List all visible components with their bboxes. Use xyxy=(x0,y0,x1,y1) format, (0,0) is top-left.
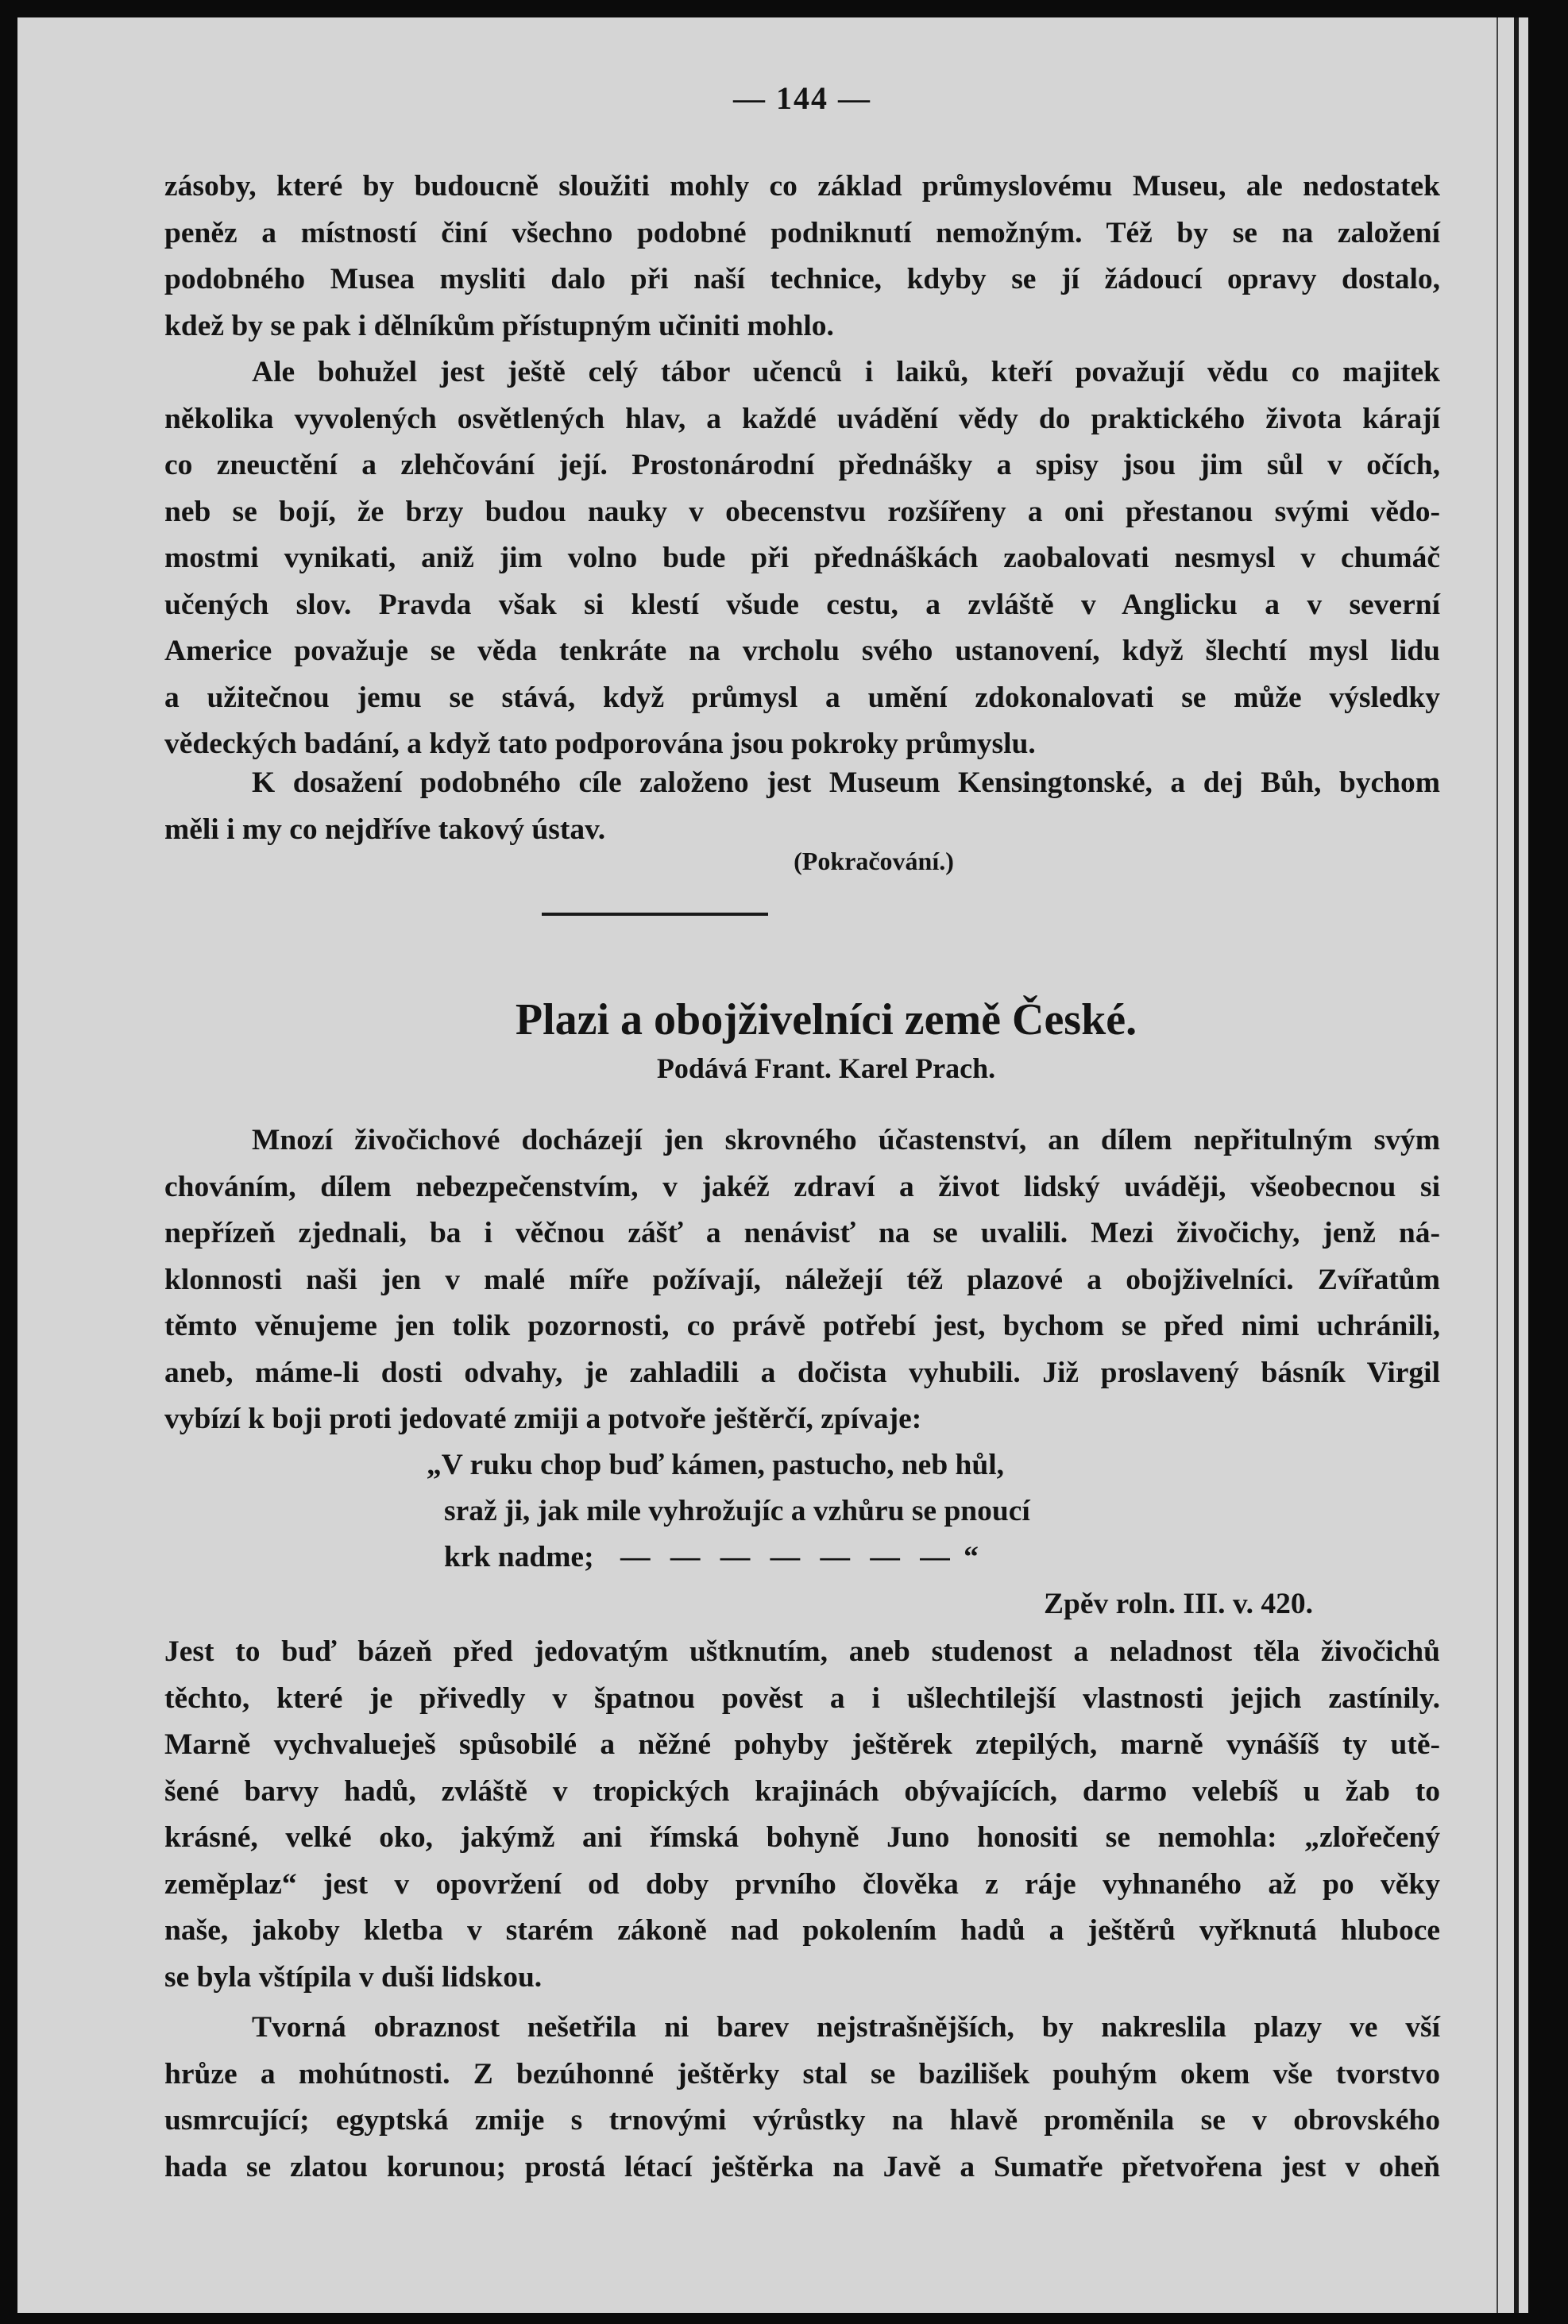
text-line: měli i my co nejdříve takový ústav. xyxy=(164,813,606,846)
article-title: Plazi a obojživelníci země České. xyxy=(515,995,1137,1044)
page-edge-line xyxy=(1497,17,1498,2313)
text-line: Marně vychvalueješ spůsobilé a něžné pohyby ještěrek ztepilých, marně vynášíš ty utě- xyxy=(164,1728,1440,1761)
text-line: hada se zlatou korunou; prostá létací ještěrka na Javě a Sumatře přetvořena jest v oheň xyxy=(164,2150,1440,2183)
text-line: hrůze a mohútnosti. Z bezúhonné ještěrky stal se bazilišek pouhým okem vše tvorstvo xyxy=(164,2057,1440,2090)
text-line: Mnozí živočichové docházejí jen skrovného účastenství, an dílem nepřitulným svým xyxy=(252,1124,1440,1156)
text-line: usmrcující; egyptská zmije s trnovými výrůstky na hlavě proměnila se v obrovského xyxy=(164,2104,1440,2137)
text-line: vědeckých badání, a když tato podporována jsou pokroky průmyslu. xyxy=(164,728,1036,760)
text-line: co zneuctění a zlehčování její. Prostonárodní přednášky a spisy jsou jim sůl v očích, xyxy=(164,449,1440,481)
text-line: aneb, máme-li dosti odvahy, je zahladili a dočista vyhubili. Již proslavený básník Virgil xyxy=(164,1356,1440,1389)
text-line: Tvorná obraznost nešetřila ni barev nejstrašnějších, by nakreslila plazy ve vší xyxy=(252,2011,1440,2044)
text-line: šené barvy hadů, zvláště v tropických krajinách obývajících, darmo velebíš u žab to xyxy=(164,1774,1440,1808)
text-line: Americe považuje se věda tenkráte na vrcholu svého ustanovení, když šlechtí mysl lidu xyxy=(164,635,1440,667)
verse-line-2: sraž ji, jak mile vyhrožujíc a vzhůru se pnoucí xyxy=(444,1495,1030,1527)
text-line: kdež by se pak i dělníkům přístupným učiniti mohlo. xyxy=(164,309,834,342)
book-page xyxy=(17,17,1528,2313)
text-line: peněz a místností činí všechno podobné podniknutí nemožným. Též by se na založení xyxy=(164,216,1440,249)
text-line: vybízí k boji proti jedovaté zmiji a potvoře ještěrčí, zpívaje: xyxy=(164,1403,922,1435)
text-line: K dosažení podobného cíle založeno jest Museum Kensingtonské, a dej Bůh, bychom xyxy=(252,766,1440,799)
text-line: zeměplaz“ jest v opovržení od doby prvního člověka z ráje vyhnaného až po věky xyxy=(164,1867,1440,1901)
text-line: mostmi vynikati, aniž jim volno bude při přednáškách zaobalovati nesmysl v chumáč xyxy=(164,542,1440,574)
text-line: Jest to buď bázeň před jedovatým uštknutím, aneb studenost a neladnost těla živočichů xyxy=(164,1635,1440,1668)
verse-dashes: — — — — — — — xyxy=(620,1541,956,1573)
text-line: Ale bohužel jest ještě celý tábor učenců i laiků, kteří považují vědu co majitek xyxy=(252,356,1440,388)
text-line: krásné, velké oko, jakýmž ani římská bohyně Juno honositi se nemohla: „zlořečený xyxy=(164,1821,1440,1854)
paragraph-1 xyxy=(164,164,1440,349)
paragraph-6 xyxy=(164,2005,1440,2191)
verse-line-1: „V ruku chop buď kámen, pastucho, neb hůl, xyxy=(427,1449,1005,1481)
paragraph-4 xyxy=(164,1118,1440,1443)
verse-line-3-text: krk nadme; xyxy=(444,1541,594,1573)
text-line: zásoby, které by budoucně sloužiti mohly co základ průmyslovému Museu, ale nedostatek xyxy=(164,170,1440,203)
page-number: — 144 — xyxy=(733,80,871,116)
paragraph-3 xyxy=(164,760,1440,853)
text-line: chováním, dílem nebezpečenstvím, v jakéž zdraví a život lidský uváději, všeobecnou si xyxy=(164,1170,1440,1203)
verse-closing-quote: “ xyxy=(964,1541,979,1573)
page-edge-shadow xyxy=(1514,17,1519,2313)
text-line: naše, jakoby kletba v starém zákoně nad pokolením hadů a ještěrů vyřknutá hluboce xyxy=(164,1914,1440,1947)
text-line: neb se bojí, že brzy budou nauky v obecenstvu rozšířeny a oni přestanou svými vědo- xyxy=(164,495,1440,528)
verse-line-3 xyxy=(444,1535,979,1581)
text-line: učených slov. Pravda však si klestí všude cestu, a zvláště v Anglicku a v severní xyxy=(164,588,1440,621)
verse-source: Zpěv roln. III. v. 420. xyxy=(1044,1588,1313,1620)
paragraph-5 xyxy=(164,1629,1440,2001)
text-line: podobného Musea mysliti dalo při naší technice, kdyby se jí žádoucí opravy dostalo, xyxy=(164,263,1440,295)
continuation-note: (Pokračování.) xyxy=(794,847,954,875)
section-divider xyxy=(542,913,768,916)
text-line: těchto, které je přivedly v špatnou pověst a i ušlechtilejší vlastnosti jejich zastínily. xyxy=(164,1681,1440,1715)
text-line: klonnosti naši jen v malé míře požívají, náležejí též plazové a obojživelníci. Zvířatům xyxy=(164,1263,1440,1296)
article-byline: Podává Frant. Karel Prach. xyxy=(656,1052,996,1084)
paragraph-2 xyxy=(164,349,1440,768)
text-line: se byla vštípila v duši lidskou. xyxy=(164,1960,543,1994)
text-line: několika vyvolených osvětlených hlav, a každé uvádění vědy do praktického života kárají xyxy=(164,402,1440,435)
text-line: nepřízeň zjednali, ba i věčnou zášť a nenávisť na se uvalili. Mezi živočichy, jenž ná- xyxy=(164,1217,1440,1249)
text-line: a užitečnou jemu se stává, když průmysl a umění zdokonalovati se může výsledky xyxy=(164,681,1440,714)
text-line: těmto věnujeme jen tolik pozornosti, co právě potřebí jest, bychom se před nimi uchránili, xyxy=(164,1310,1440,1342)
